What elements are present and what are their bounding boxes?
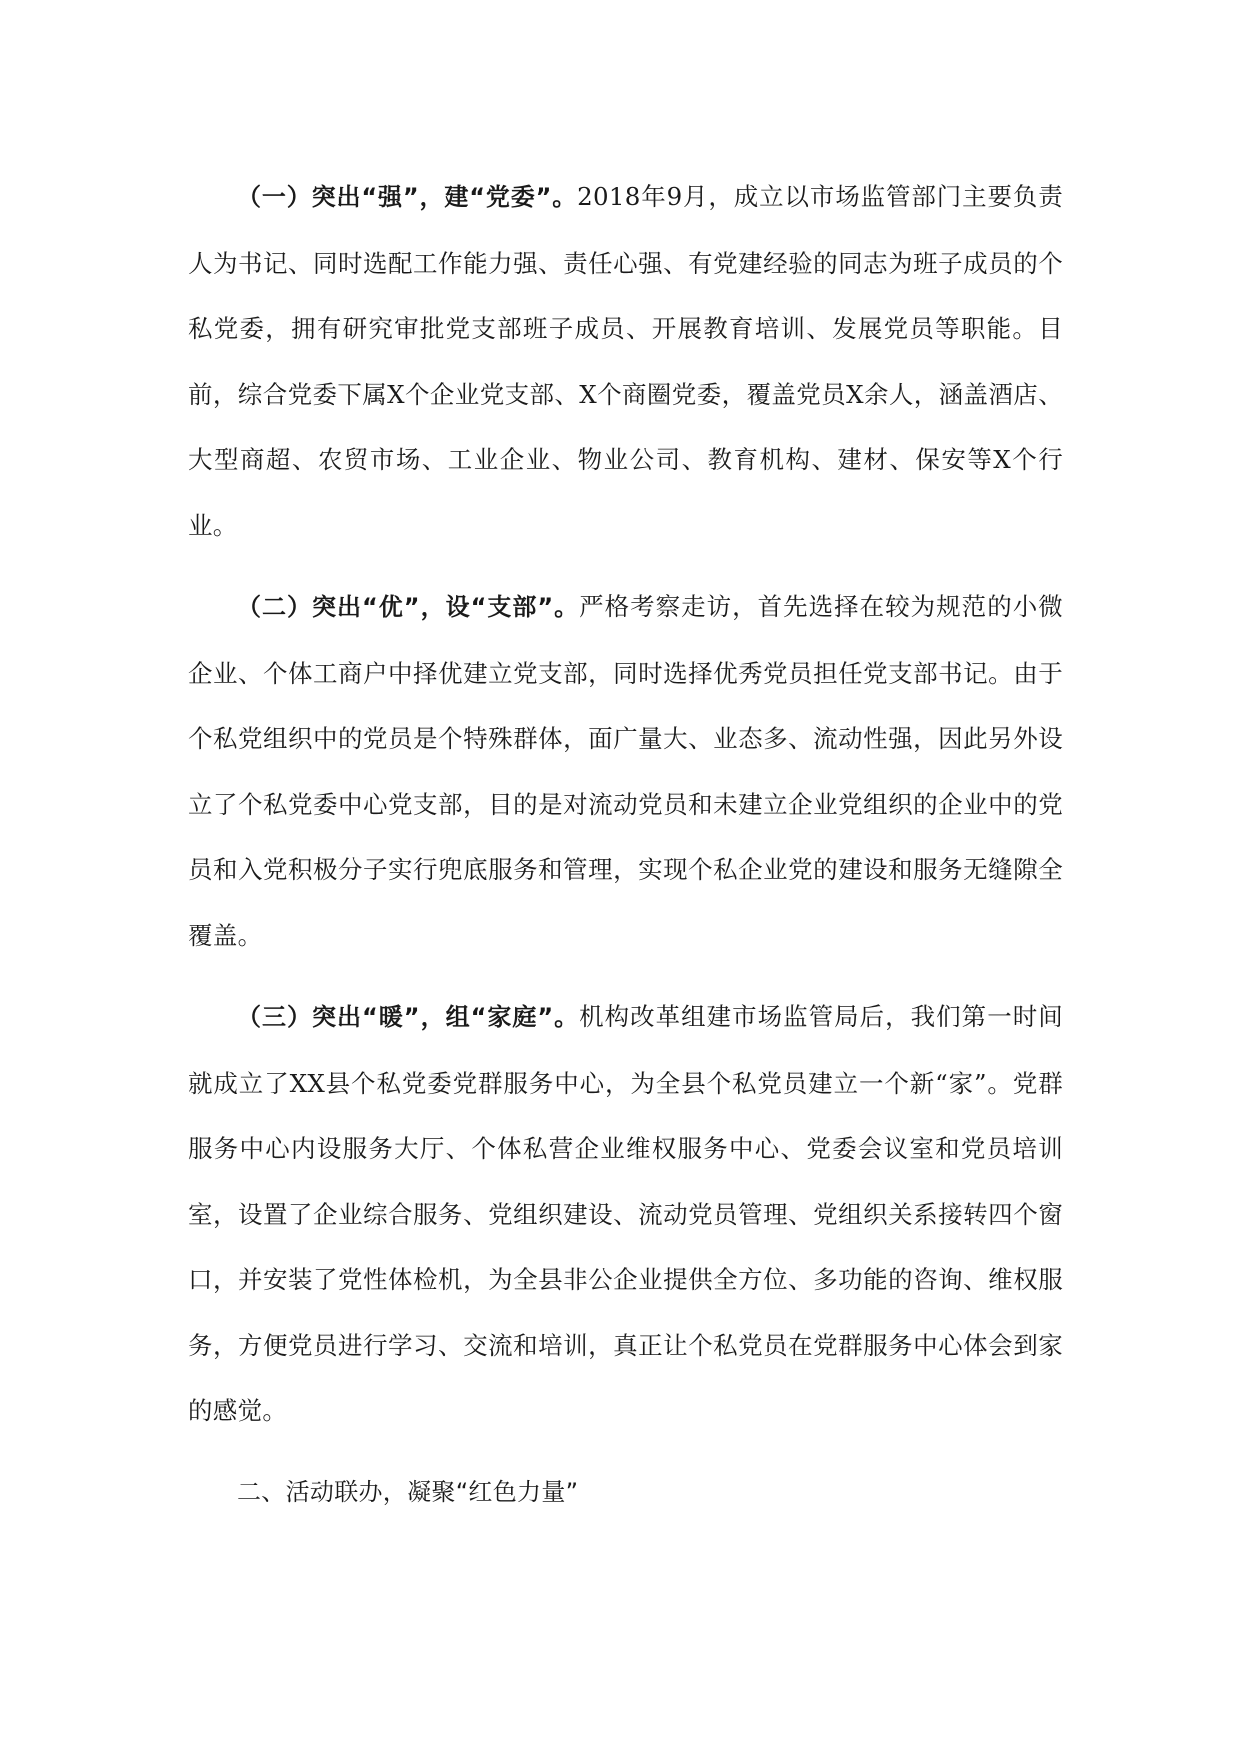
paragraph-family: [188, 984, 1063, 1444]
paragraph-lead: （三）突出“暖”，组“家庭”。: [237, 1003, 580, 1031]
paragraph-lead: （一）突出“强”，建“党委”。: [237, 183, 578, 211]
paragraph-party-committee: [188, 164, 1063, 558]
document-body: [188, 164, 1063, 1525]
paragraph-lead: （二）突出“优”，设“支部”。: [237, 593, 580, 621]
paragraph-text: 2018年9月，成立以市场监管部门主要负责人为书记、同时选配工作能力强、责任心强、有党建经验的同志为班子成员的个私党委，拥有研究审批党支部班子成员、开展教育培训、发展党员等职能。目前，综合党委下属X个企业党支部、X个商圈党委，覆盖党员X余人，涵盖酒店、大型商超、农贸市场、工业企业、物业公司、教育机构、建材、保安等X个行业。: [188, 182, 1063, 540]
paragraph-text: 严格考察走访，首先选择在较为规范的小微企业、个体工商户中择优建立党支部，同时选择优秀党员担任党支部书记。由于个私党组织中的党员是个特殊群体，面广量大、业态多、流动性强，因此另外设立了个私党委中心党支部，目的是对流动党员和未建立企业党组织的企业中的党员和入党积极分子实行兜底服务和管理，实现个私企业党的建设和服务无缝隙全覆盖。: [188, 592, 1063, 950]
paragraph-party-branch: [188, 574, 1063, 968]
section-heading: 二、活动联办，凝聚“红色力量”: [237, 1477, 579, 1506]
paragraph-text: 机构改革组建市场监管局后，我们第一时间就成立了XX县个私党委党群服务中心，为全县个私党员建立一个新“家”。党群服务中心内设服务大厅、个体私营企业维权服务中心、党委会议室和党员培训室，设置了企业综合服务、党组织建设、流动党员管理、党组织关系接转四个窗口，并安装了党性体检机，为全县非公企业提供全方位、多功能的咨询、维权服务，方便党员进行学习、交流和培训，真正让个私党员在党群服务中心体会到家的感觉。: [188, 1002, 1063, 1425]
